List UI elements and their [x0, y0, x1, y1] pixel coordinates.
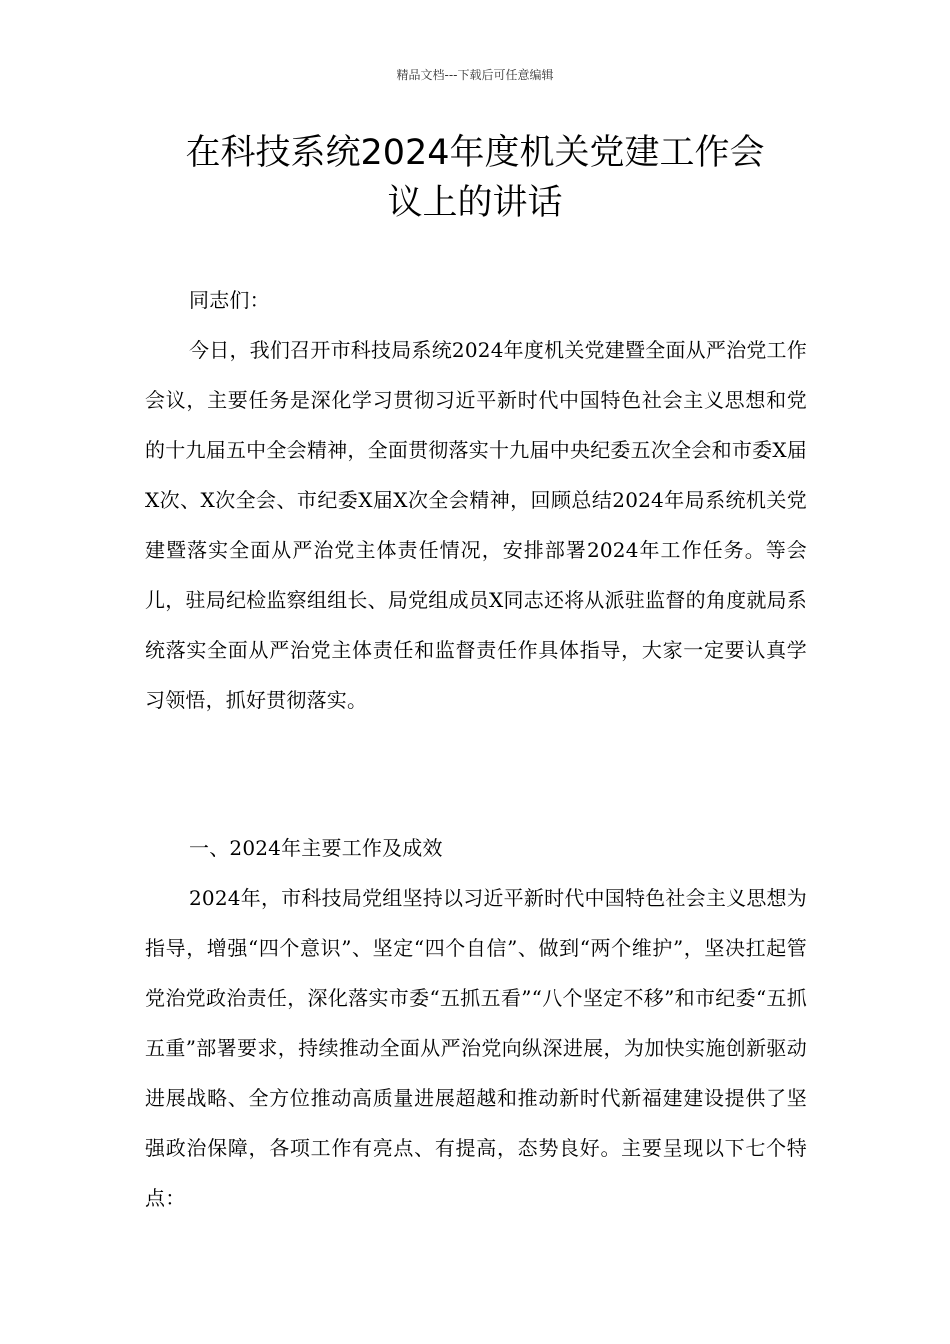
greeting-block — [145, 275, 807, 325]
document-title — [100, 128, 850, 228]
section1-paragraph: 2024年，市科技局党组坚持以习近平新时代中国特色社会主义思想为指导，增强“四个意识”、坚定“四个自信”、做到“两个维护”，坚决扛起管党治党政治责任，深化落实市委“五抓五看”“八个坚定不移”和市纪委“五抓五重”部署要求，持续推动全面从严治党向纵深进展，为加快实施创新驱动进展战略、全方位推动高质量进展超越和推动新时代新福建建设提供了坚强政治保障，各项工作有亮点、有提高，态势良好。主要呈现以下七个特点： — [145, 886, 807, 1210]
intro-block — [145, 325, 807, 725]
greeting: 同志们： — [189, 288, 270, 312]
title-line-1: 在科技系统2024年度机关党建工作会 — [185, 133, 765, 173]
section1-heading: 一、2024年主要工作及成效 — [189, 836, 443, 860]
intro-paragraph: 今日，我们召开市科技局系统2024年度机关党建暨全面从严治党工作会议，主要任务是深化学习贯彻习近平新时代中国特色社会主义思想和党的十九届五中全会精神，全面贯彻落实十九届中央纪委五次全会和市委X届X次、X次全会、市纪委X届X次全会精神，回顾总结2024年局系统机关党建暨落实全面从严治党主体责任情况，安排部署2024年工作任务。等会儿，驻局纪检监察组组长、局党组成员X同志还将从派驻监督的角度就局系统落实全面从严治党主体责任和监督责任作具体指导，大家一定要认真学习领悟，抓好贯彻落实。 — [145, 338, 807, 712]
section1-body-block — [145, 873, 807, 1223]
title-line-2: 议上的讲话 — [387, 183, 563, 223]
section1-heading-block — [145, 823, 807, 873]
page-header-note: 精品文档---下载后可任意编辑 — [396, 68, 554, 82]
